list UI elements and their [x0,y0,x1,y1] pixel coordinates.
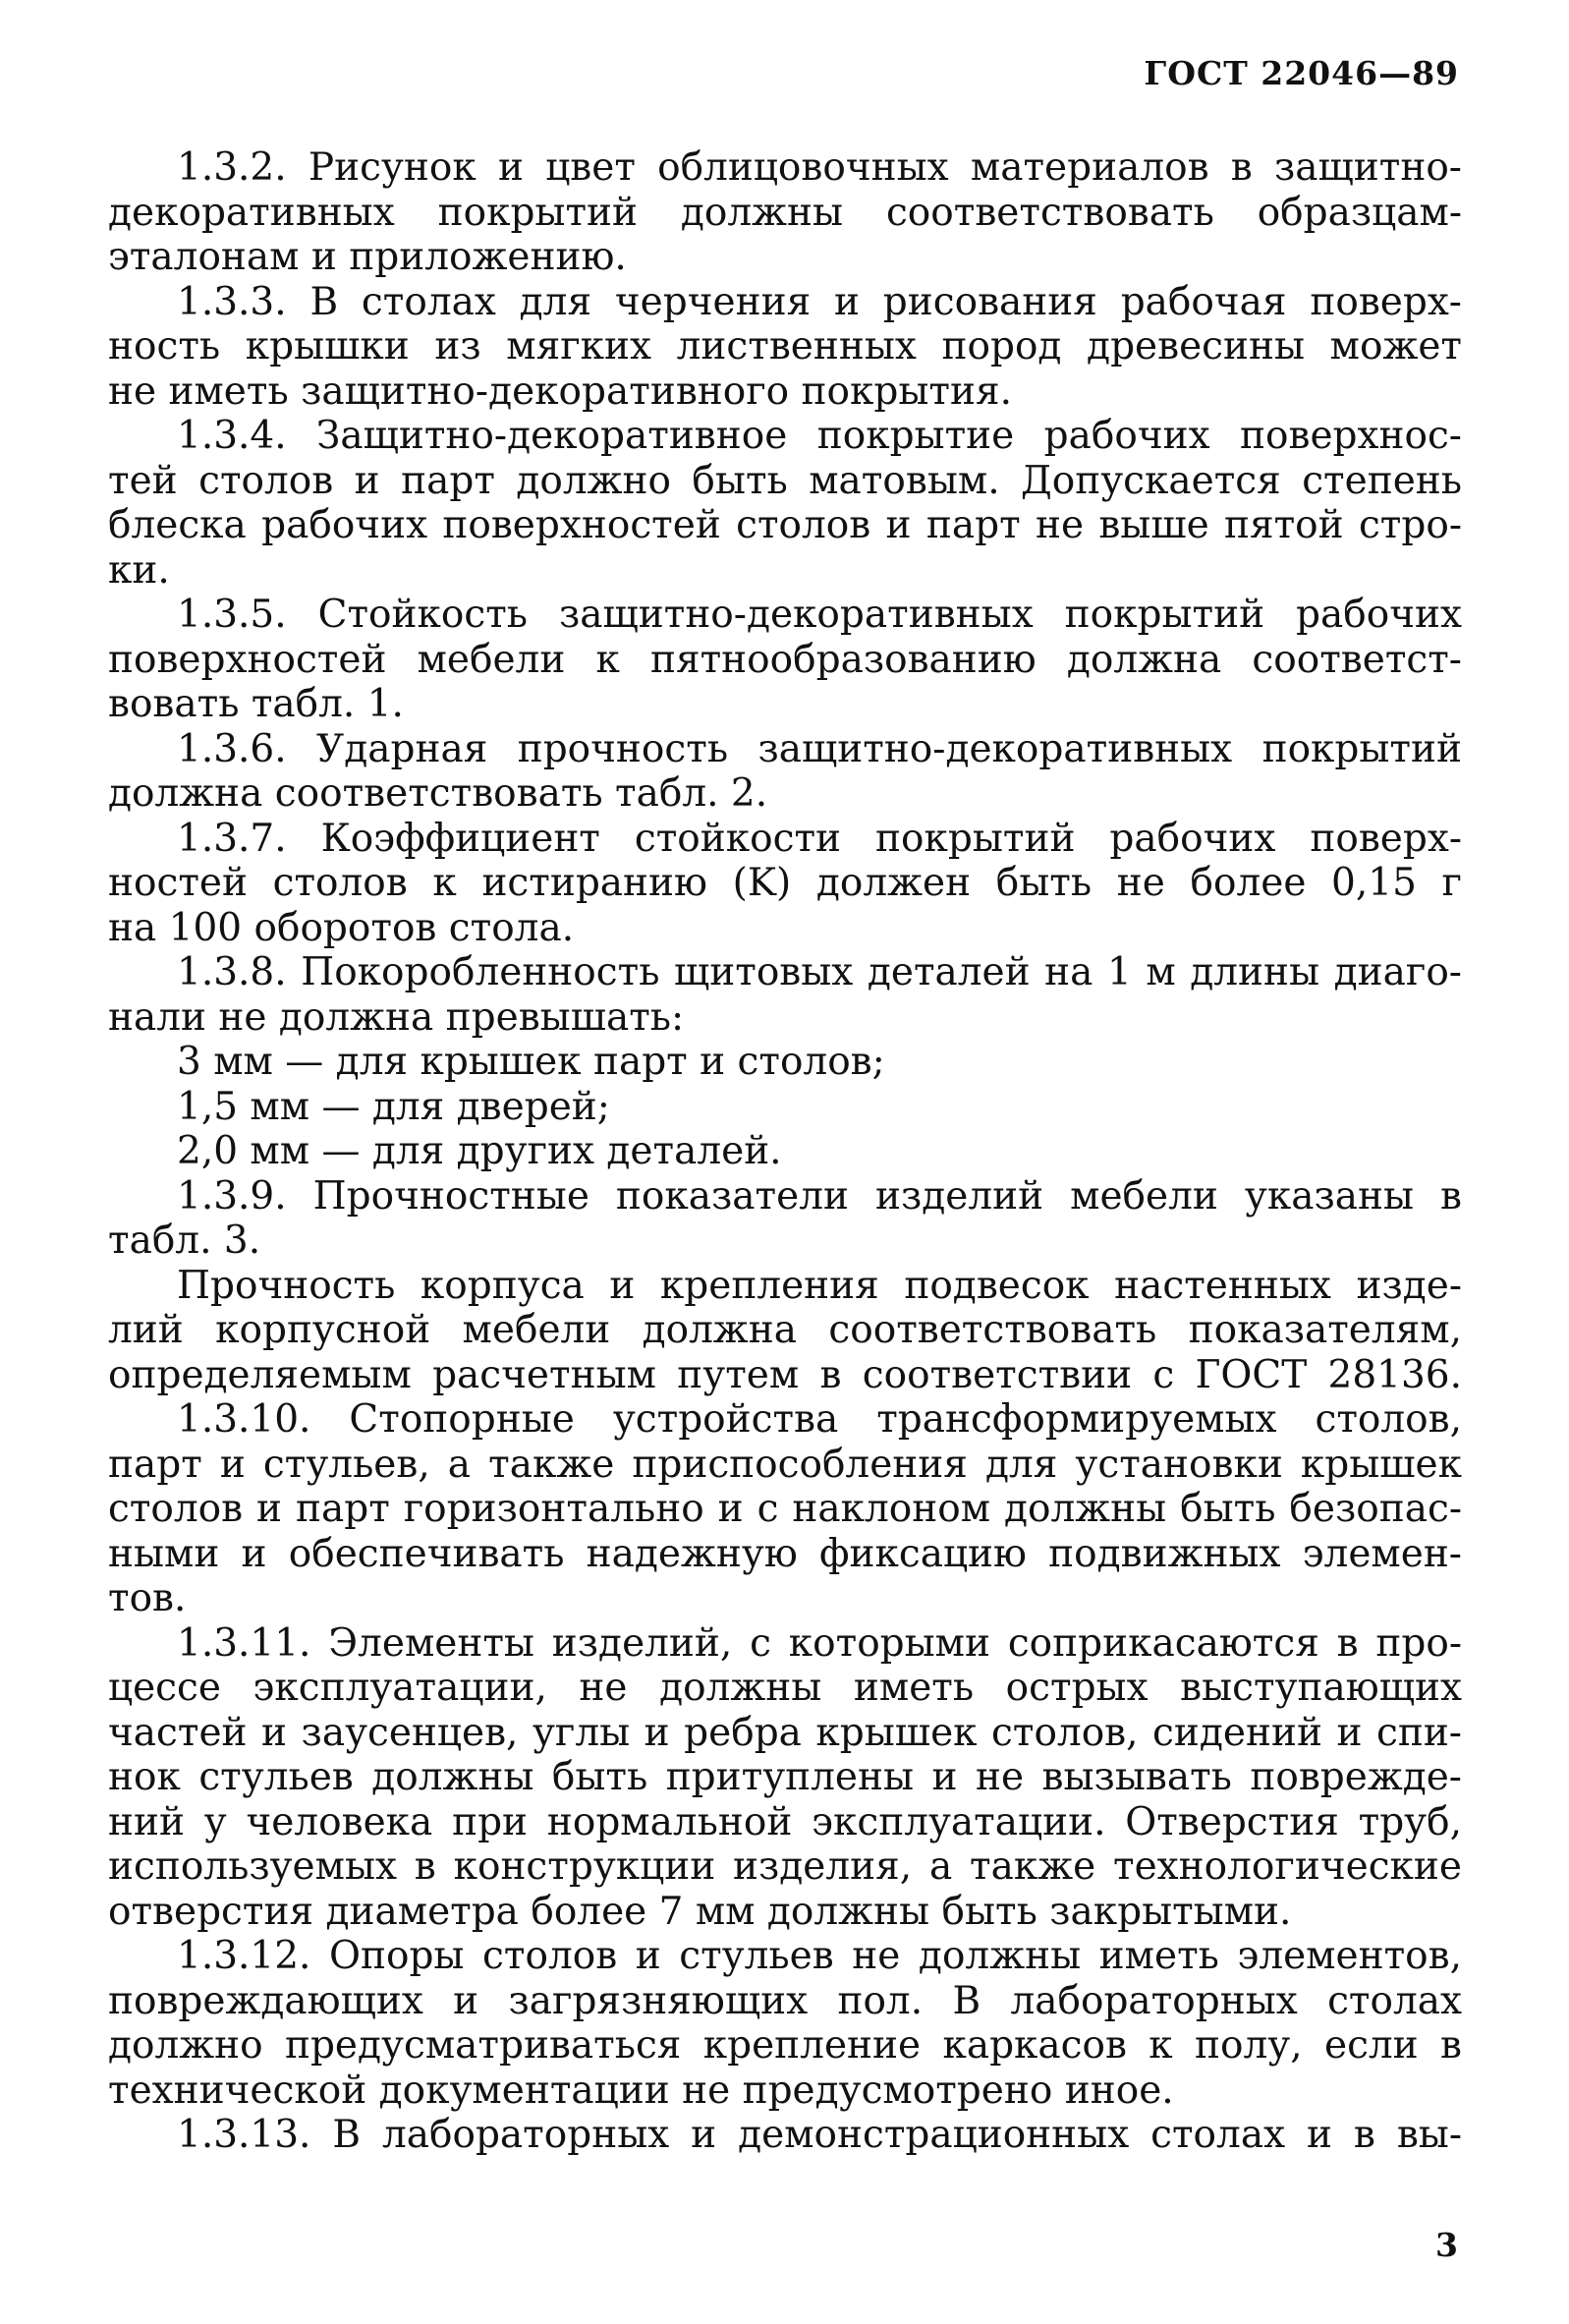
text-line: столов и парт горизонтально и с наклоном должны быть безопас- [108,1487,1462,1531]
text-line: вовать табл. 1. [108,682,404,726]
text-line: ки. [108,547,170,593]
text-line: повреждающих и загрязняющих пол. В лабораторных столах [108,1978,1462,2023]
text-line: нок стульев должны быть притуплены и не вызывать поврежде- [108,1755,1462,1799]
text-line: ний у человека при нормальной эксплуатации. Отверстия труб, [108,1799,1462,1844]
text-line: Прочность корпуса и крепления подвесок настенных изде- [177,1263,1462,1308]
text-line: тов. [108,1576,187,1620]
text-line: 1.3.5. Стойкость защитно-декоративных покрытий рабочих [177,593,1462,637]
text-line: 1.3.2. Рисунок и цвет облицовочных материалов в защитно- [177,145,1462,190]
text-line: табл. 3. [108,1219,261,1263]
text-line: 1.3.6. Ударная прочность защитно-декоративных покрытий [177,726,1462,771]
text-line: 1.3.12. Опоры столов и стульев не должны иметь элементов, [177,1934,1462,1978]
text-line: декоративных покрытий должны соответствовать образцам- [108,190,1462,235]
page-header-standard-number: ГОСТ 22046—89 [1144,54,1459,92]
text-line: нали не должна превышать: [108,994,685,1040]
text-line: блеска рабочих поверхностей столов и парт не выше пятой стро- [108,503,1462,547]
text-line: частей и заусенцев, углы и ребра крышек столов, сидений и спи- [108,1710,1462,1755]
text-line: ность крышки из мягких лиственных пород древесины может [108,324,1462,368]
text-line: 1.3.4. Защитно-декоративное покрытие рабочих поверхнос- [177,414,1462,458]
text-line: технической документации не предусмотрено иное. [108,2068,1174,2113]
text-line: тей столов и парт должно быть матовым. Допускается степень [108,458,1462,503]
text-line: должна соответствовать табл. 2. [108,771,768,816]
text-line: ностей столов к истиранию (K) должен быть не более 0,15 г [108,861,1462,905]
text-line: 1.3.7. Коэффициент стойкости покрытий рабочих поверх- [177,816,1462,861]
text-line: 1.3.13. В лабораторных и демонстрационных столах и в вы- [177,2113,1462,2157]
text-line: поверхностей мебели к пятнообразованию должна соответст- [108,637,1462,682]
text-line: 1.3.9. Прочностные показатели изделий мебели указаны в [177,1173,1462,1219]
text-line: 1.3.8. Покоробленность щитовых деталей на 1 м длины диаго- [177,950,1462,994]
text-line: цессе эксплуатации, не должны иметь острых выступающих [108,1666,1462,1710]
text-line: эталонам и приложению. [108,235,627,279]
text-line: 1,5 мм — для дверей; [177,1084,610,1129]
text-line: парт и стульев, а также приспособления для установки крышек [108,1442,1462,1487]
page-number: 3 [1435,2226,1458,2264]
text-line: лий корпусной мебели должна соответствовать показателям, [108,1308,1462,1352]
body-text [108,145,1462,2158]
text-line: должно предусматриваться крепление каркасов к полу, если в [108,2023,1462,2068]
text-line: 1.3.10. Стопорные устройства трансформируемых столов, [177,1397,1462,1442]
text-line: 2,0 мм — для других деталей. [177,1129,782,1173]
text-line: 1.3.3. В столах для черчения и рисования рабочая поверх- [177,279,1462,324]
text-line: на 100 оборотов стола. [108,905,575,950]
text-line: 1.3.11. Элементы изделий, с которыми соприкасаются в про- [177,1620,1462,1666]
text-line: определяемым расчетным путем в соответствии с ГОСТ 28136. [108,1352,1462,1397]
text-line: используемых в конструкции изделия, а также технологические [108,1844,1462,1889]
text-line: отверстия диаметра более 7 мм должны быть закрытыми. [108,1889,1292,1934]
text-line: ными и обеспечивать надежную фиксацию подвижных элемен- [108,1531,1462,1576]
text-line: не иметь защитно-декоративного покрытия. [108,368,1012,414]
text-line: 3 мм — для крышек парт и столов; [177,1040,885,1084]
